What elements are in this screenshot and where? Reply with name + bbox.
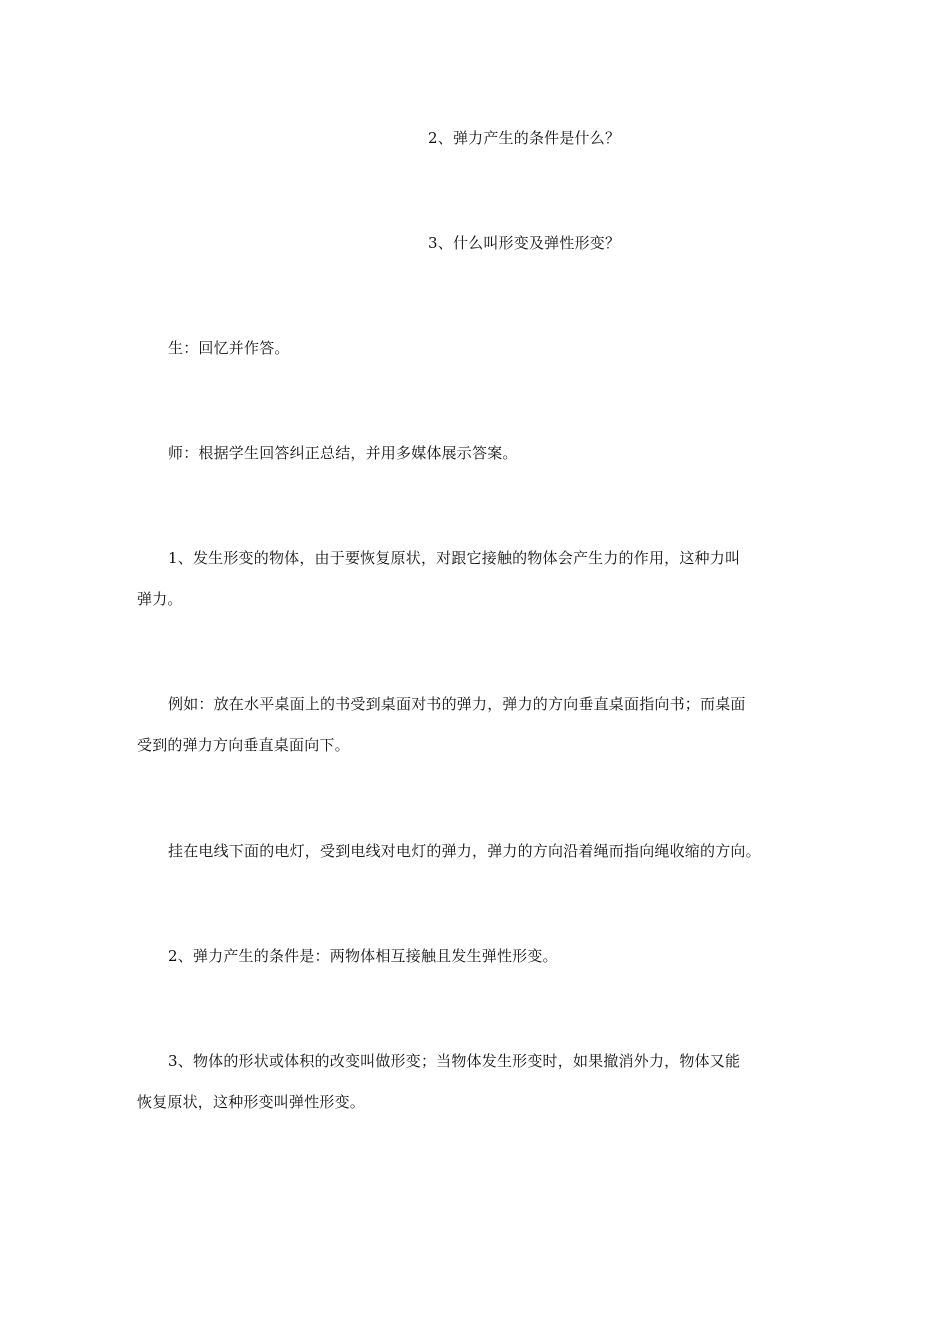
question-3: 3、什么叫形变及弹性形变？ <box>428 234 621 252</box>
answer-3-line-1: 3、物体的形状或体积的改变叫做形变；当物体发生形变时，如果撤消外力，物体又能 <box>168 1052 741 1070</box>
answer-2: 2、弹力产生的条件是：两物体相互接触且发生弹性形变。 <box>168 947 558 965</box>
example-line-2: 受到的弹力方向垂直桌面向下。 <box>137 736 350 754</box>
teacher-note: 师：根据学生回答纠正总结，并用多媒体展示答案。 <box>168 444 518 462</box>
question-2: 2、弹力产生的条件是什么？ <box>428 129 621 147</box>
example-line-1: 例如：放在水平桌面上的书受到桌面对书的弹力，弹力的方向垂直桌面指向书；而桌面 <box>168 695 746 713</box>
answer-3-line-2: 恢复原状，这种形变叫弹性形变。 <box>137 1093 366 1111</box>
answer-1-line-2: 弹力。 <box>137 590 183 608</box>
student-reply: 生：回忆并作答。 <box>168 339 290 357</box>
lamp-example: 挂在电线下面的电灯，受到电线对电灯的弹力，弹力的方向沿着绳而指向绳收缩的方向。 <box>168 842 761 860</box>
answer-1-line-1: 1、发生形变的物体，由于要恢复原状，对跟它接触的物体会产生力的作用，这种力叫 <box>168 549 741 567</box>
